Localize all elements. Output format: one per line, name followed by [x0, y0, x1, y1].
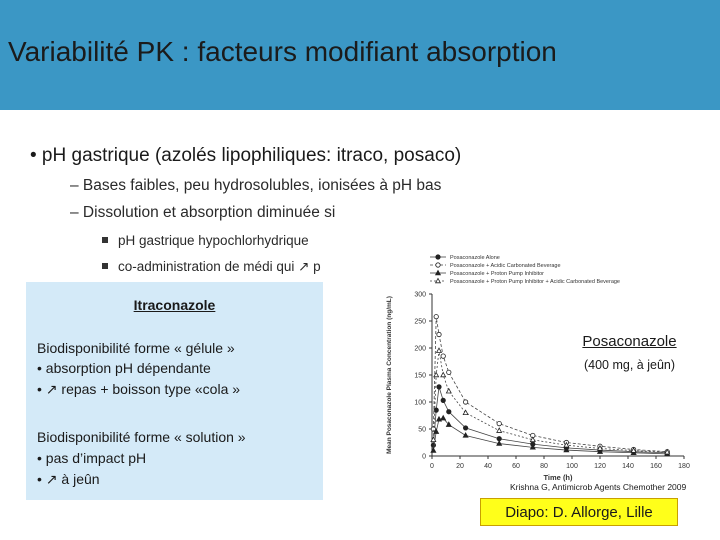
- data-point: [441, 372, 446, 376]
- data-point: [463, 433, 468, 437]
- data-point: [463, 426, 467, 430]
- data-point: [447, 370, 451, 374]
- sub-bullet-bases: – Bases faibles, peu hydrosolubles, ionisées à pH bas: [70, 177, 442, 194]
- x-tick-label: 20: [456, 463, 464, 470]
- data-point: [497, 421, 501, 425]
- bullet-ph-gastrique: • pH gastrique (azolés lipophiliques: itraco, posaco): [30, 145, 462, 166]
- y-axis-title: Mean Posaconazole Plasma Concentration (ng/mL): [386, 296, 393, 454]
- reference-citation: Krishna G, Antimicrob Agents Chemother 2009: [510, 482, 687, 492]
- data-point: [463, 410, 468, 414]
- itra-line: • pas d’impact pH: [37, 450, 147, 466]
- y-tick-label: 50: [418, 426, 426, 434]
- itra-line: • ↗ à jeûn: [37, 471, 100, 487]
- legend-label: Posaconazole + Acidic Carbonated Beverage: [450, 263, 561, 269]
- subsub-bullet-hypochlor: [102, 233, 309, 248]
- x-tick-label: 0: [430, 463, 434, 470]
- legend-label: Posaconazole + Proton Pump Inhibitor + Acidic Carbonated Beverage: [450, 279, 620, 285]
- y-tick-label: 150: [414, 372, 426, 380]
- data-point: [441, 398, 445, 402]
- legend-marker: [436, 263, 440, 267]
- legend-label: Posaconazole + Proton Pump Inhibitor: [450, 271, 545, 277]
- slide-title: Variabilité PK : facteurs modifiant absorption: [8, 36, 557, 67]
- itra-line: Biodisponibilité forme « gélule »: [37, 340, 235, 356]
- legend-marker: [436, 270, 441, 274]
- x-tick-label: 140: [622, 463, 634, 470]
- sub-bullet-dissolution: – Dissolution et absorption diminuée si: [70, 204, 336, 221]
- legend-label: Posaconazole Alone: [450, 255, 500, 261]
- itraconazole-heading: Itraconazole: [133, 297, 216, 313]
- data-point: [446, 389, 451, 393]
- x-axis-title: Time (h): [543, 473, 573, 482]
- data-point: [463, 400, 467, 404]
- data-point: [434, 314, 438, 318]
- itraconazole-box: [26, 282, 323, 500]
- posaconazole-title: Posaconazole: [582, 333, 677, 350]
- x-tick-label: 160: [650, 463, 662, 470]
- data-point: [441, 416, 446, 420]
- data-point: [437, 348, 442, 352]
- itra-line: • absorption pH dépendante: [37, 360, 211, 376]
- x-tick-label: 80: [540, 463, 548, 470]
- y-tick-label: 300: [414, 291, 426, 299]
- legend-marker: [436, 255, 440, 259]
- x-tick-label: 40: [484, 463, 492, 470]
- subsub-text-1: pH gastrique hypochlorhydrique: [118, 233, 309, 248]
- x-tick-label: 60: [512, 463, 520, 470]
- data-point: [441, 354, 445, 358]
- subsub-text-2: co-administration de médi qui ↗ p: [118, 259, 321, 274]
- square-bullet-icon: [102, 237, 108, 243]
- posaconazole-label: [572, 333, 687, 372]
- data-point: [437, 385, 441, 389]
- y-tick-label: 200: [414, 345, 426, 353]
- data-point: [437, 332, 441, 336]
- posaconazole-subtitle: (400 mg, à jeûn): [583, 358, 676, 372]
- title-bar: [0, 0, 720, 110]
- x-tick-label: 100: [566, 463, 578, 470]
- data-point: [447, 410, 451, 414]
- square-bullet-icon: [102, 263, 108, 269]
- legend-marker: [436, 278, 441, 282]
- data-point: [431, 443, 435, 447]
- itra-line: • ↗ repas + boisson type «cola »: [37, 381, 241, 397]
- y-tick-label: 250: [414, 318, 426, 326]
- x-tick-label: 180: [678, 463, 690, 470]
- slide-credit: Diapo: D. Allorge, Lille: [480, 498, 678, 526]
- y-tick-label: 0: [422, 453, 426, 461]
- data-point: [497, 428, 502, 432]
- y-tick-label: 100: [414, 399, 426, 407]
- itra-line: Biodisponibilité forme « solution »: [37, 429, 246, 445]
- subsub-bullet-coadmin: [102, 259, 321, 275]
- x-tick-label: 120: [594, 463, 606, 470]
